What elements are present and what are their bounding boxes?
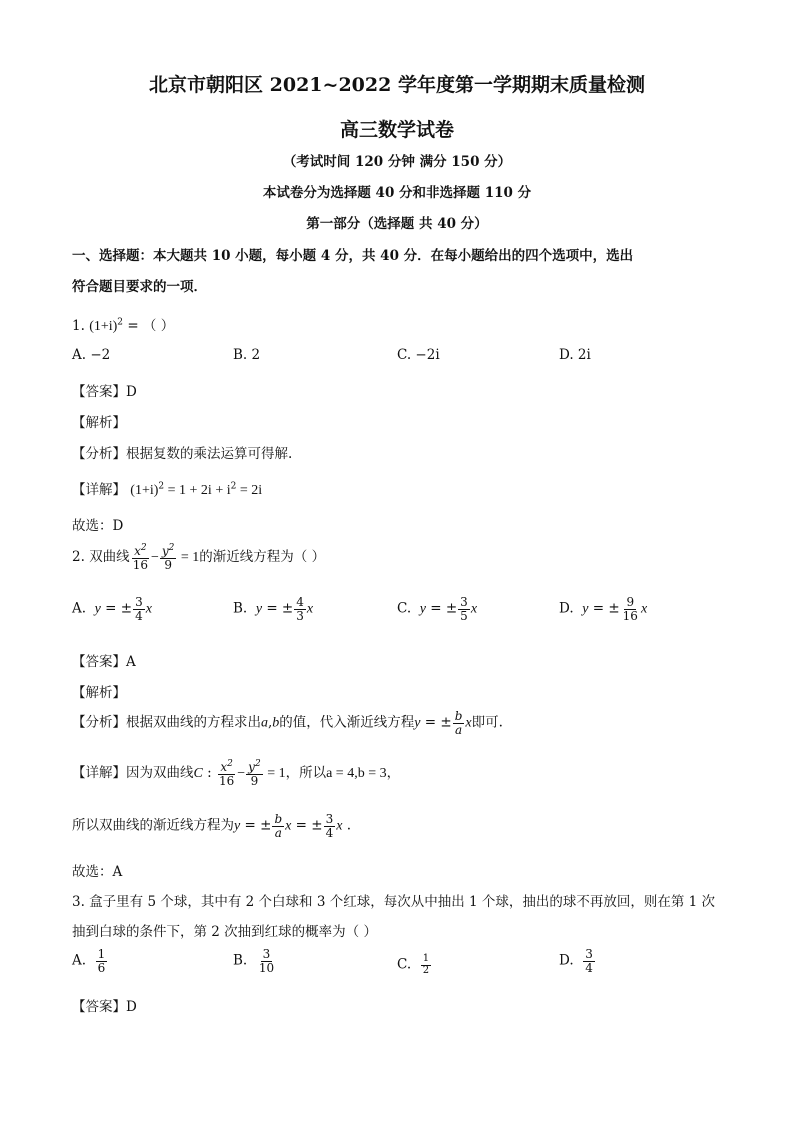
- question-1-detail: 【详解】 $(1+i)^2 = 1 + 2i + i^2 = 2i$: [72, 481, 263, 498]
- question-3-stem-line1: 3. 盒子里有 5 个球，其中有 2 个白球和 3 个红球，每次从中抽出 1 个球，抽出的球不再放回，则在第 1 次: [72, 894, 716, 910]
- section-instruction-line2: 符合题目要求的一项．: [72, 279, 207, 295]
- question-1-option-b: B. 2: [233, 347, 261, 363]
- question-2-asymptote-line: 所以双曲线的渐近线方程为y = ± $\frac{b}{a}$ x = ± $\frac{3}{4}$ x .: [72, 812, 352, 840]
- question-2-option-a: A. y = ± $\frac{3}{4}$ x: [72, 595, 152, 623]
- question-3-option-c: C. $\frac{1}{2}$: [397, 953, 430, 976]
- question-2-answer: 【答案】A: [72, 654, 136, 670]
- part-heading: 第一部分（选择题 共 40 分）: [306, 216, 488, 232]
- question-3-answer: 【答案】D: [72, 999, 137, 1015]
- question-2-option-d: D. y = ± $\frac{9}{16}$ x: [559, 595, 648, 623]
- question-1-option-d: D. 2i: [559, 347, 591, 363]
- question-2-stem: 2. 双曲线 $\frac{x^2}{16}$ − $\frac{y^2}{9}$ = 1的渐近线方程为（ ）: [72, 543, 326, 572]
- question-2-analysis-label: 【解析】: [72, 685, 126, 701]
- question-3-option-b: B. $\frac{3}{10}$: [233, 947, 275, 975]
- question-3-option-d: D. $\frac{3}{4}$: [559, 947, 593, 975]
- fraction-y2-9: $\frac{y^2}{9}$: [161, 543, 175, 572]
- question-1-fenxi: 【分析】根据复数的乘法运算可得解.: [72, 446, 293, 462]
- question-1-stem: 1. $(1+i)^2$ = （ ）: [72, 317, 175, 334]
- question-1-option-a: A. −2: [72, 347, 111, 363]
- exam-time-info: （考试时间 120 分钟 满分 150 分）: [282, 154, 512, 170]
- question-2-final: 故选：A: [72, 864, 123, 880]
- section-instruction-line1: 一、选择题：本大题共 10 小题，每小题 4 分，共 40 分．在每小题给出的四个选项中，选出: [72, 248, 634, 264]
- question-3-option-a: A. $\frac{1}{6}$: [72, 947, 106, 975]
- question-2-fenxi: 【分析】根据双曲线的方程求出a,b的值，代入渐近线方程y = ± $\frac{b}{a}$ x即可.: [72, 709, 503, 737]
- exam-composition: 本试卷分为选择题 40 分和非选择题 110 分: [262, 185, 532, 201]
- question-1-final: 故选：D: [72, 518, 124, 534]
- question-1-answer: 【答案】D: [72, 384, 137, 400]
- exam-title: 北京市朝阳区 2021~2022 学年度第一学期期末质量检测: [149, 74, 645, 96]
- question-1-option-c: C. −2i: [397, 347, 440, 363]
- question-1-analysis-label: 【解析】: [72, 415, 126, 431]
- question-2-option-c: C. y = ± $\frac{3}{5}$ x: [397, 595, 478, 623]
- fraction-x2-16: $\frac{x^2}{16}$: [132, 543, 148, 572]
- question-2-detail: 【详解】因为双曲线C : $\frac{x^2}{16}$ − $\frac{y^2}{9}$ = 1，所以a = 4,b = 3，: [72, 759, 401, 788]
- question-3-stem-line2: 抽到白球的条件下，第 2 次抽到红球的概率为（ ）: [72, 924, 377, 940]
- exam-subtitle: 高三数学试卷: [339, 119, 454, 141]
- question-2-option-b: B. y = ± $\frac{4}{3}$ x: [233, 595, 314, 623]
